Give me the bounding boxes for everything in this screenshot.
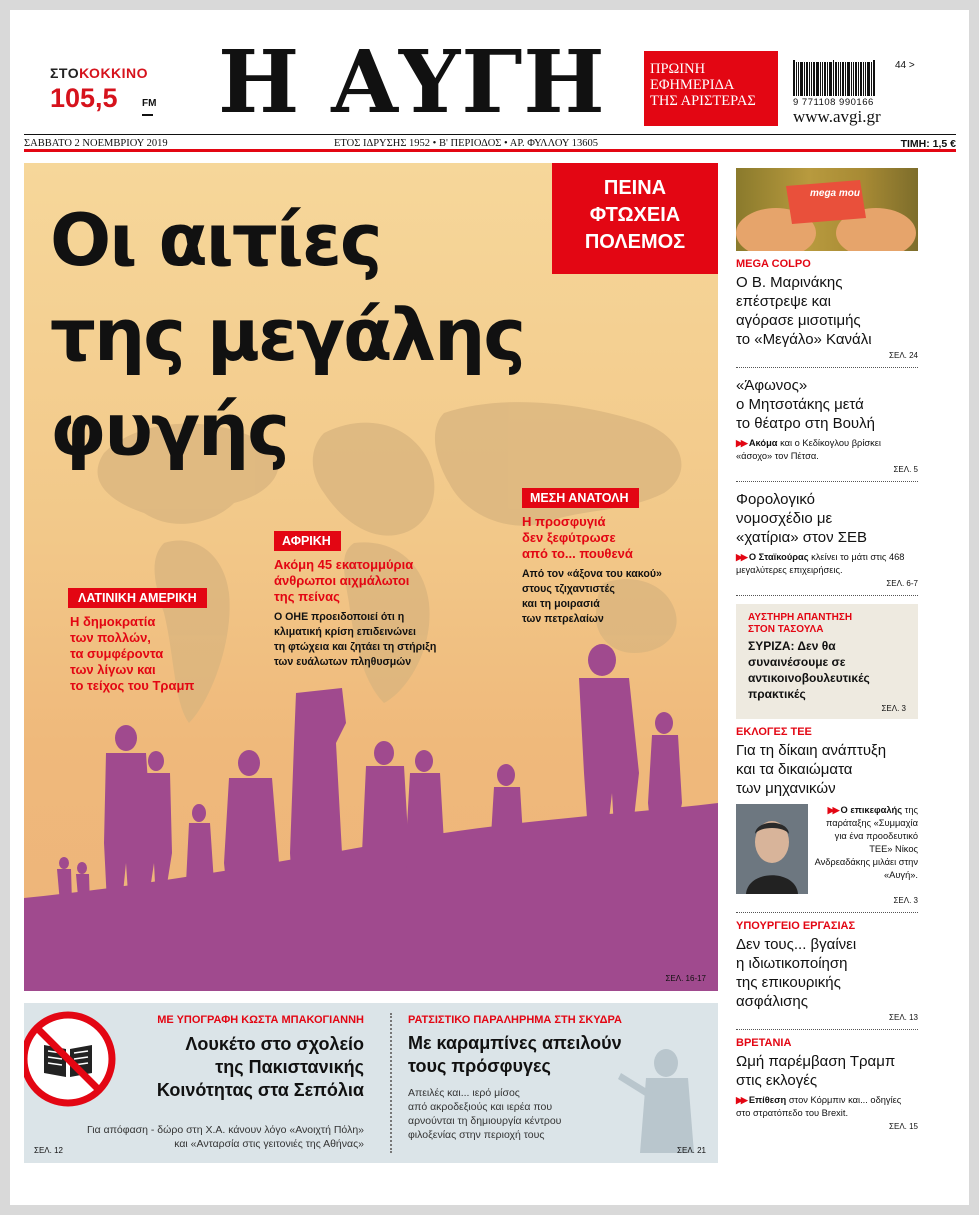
- region-headline: Η προσφυγιά δεν ξεφύτρωσε από το... πουθενά: [522, 514, 633, 561]
- barcode-bar: [863, 62, 864, 96]
- radio-ad[interactable]: [50, 65, 160, 114]
- sidebar-story-marinakis[interactable]: [736, 251, 918, 368]
- photo-card-text: mega mou: [810, 188, 861, 199]
- barcode-bar: [845, 62, 846, 96]
- barcode-bar: [865, 62, 866, 96]
- story-kicker: ΒΡΕΤΑΝΙΑ: [736, 1037, 792, 1049]
- sidebar-story-mitsotakis[interactable]: [736, 368, 918, 482]
- region-latin-america[interactable]: [68, 588, 207, 694]
- double-arrow-icon: ▶▶: [736, 552, 746, 562]
- page-reference: ΣΕΛ. 21: [677, 1146, 706, 1155]
- story-title: Δεν τους... βγαίνει η ιδιωτικοποίηση της επικουρικής ασφάλισης: [736, 936, 857, 1010]
- story-body: [736, 804, 918, 894]
- region-tag: ΑΦΡΙΚΗ: [274, 531, 341, 551]
- person-portrait-icon: [736, 804, 808, 894]
- story-text: Για απόφαση - δώρο στη Χ.Α. κάνουν λόγο «Ανοιχτή Πόλη» και «Ανταρσία στις γειτονιές της Αθήνας»: [86, 1124, 364, 1150]
- story-kicker: ΑΥΣΤΗΡΗ ΑΠΑΝΤΗΣΗ ΣΤΟΝ ΤΑΣΟΥΛΑ: [748, 612, 853, 635]
- region-text: Από τον «άξονα του κακού» στους τζιχαντιστές και τη μοιρασιά των πετρελαίων: [522, 568, 662, 625]
- column-divider: [390, 1013, 392, 1153]
- radio-frequency: 105,5: [50, 83, 118, 113]
- page-reference: ΣΕΛ. 6-7: [886, 579, 918, 588]
- barcode-bar: [827, 62, 828, 96]
- barcode-bar: [860, 62, 862, 96]
- barcode-bar: [835, 62, 837, 96]
- story-kicker: ΕΚΛΟΓΕΣ ΤΕΕ: [736, 726, 812, 738]
- barcode-bar: [867, 62, 870, 96]
- main-feature[interactable]: [24, 163, 718, 991]
- page-reference: ΣΕΛ. 12: [34, 1146, 63, 1155]
- region-headline: Η δημοκρατία των πολλών, τα συμφέροντα των λίγων και το τείχος του Τραμπ: [70, 614, 195, 693]
- story-kicker: ΜΕ ΥΠΟΓΡΑΦΗ ΚΩΣΤΑ ΜΠΑΚΟΓΙΑΝΝΗ: [157, 1014, 364, 1026]
- page-reference: ΣΕΛ. 13: [889, 1013, 918, 1022]
- barcode-bar: [853, 62, 854, 96]
- story-title: Φορολογικό νομοσχέδιο με «χατίρια» στον ΣΕΒ: [736, 491, 868, 546]
- feature-kicker: ΠΕΙΝΑ ΦΤΩΧΕΙΑ ΠΟΛΕΜΟΣ: [552, 163, 718, 274]
- story-title: Για τη δίκαιη ανάπτυξη και τα δικαιώματα των μηχανικών: [736, 742, 887, 797]
- story-kicker: ΡΑΤΣΙΣΤΙΚΟ ΠΑΡΑΛΗΡΗΜΑ ΣΤΗ ΣΚΥΔΡΑ: [408, 1014, 623, 1026]
- barcode-bars-icon: [793, 60, 903, 96]
- barcode-bar: [798, 62, 799, 96]
- double-arrow-icon: ▶▶: [827, 805, 838, 815]
- newspaper-tagline: ΠΡΩΙΝΗ ΕΦΗΜΕΡΙΔΑ ΤΗΣ ΑΡΙΣΤΕΡΑΣ: [644, 51, 778, 126]
- main-headline[interactable]: Οι αιτίες της μεγάλης φυγής: [50, 198, 525, 472]
- sidebar-story-labour[interactable]: [736, 913, 918, 1030]
- barcode-bar: [813, 62, 815, 96]
- barcode-bar: [800, 62, 803, 96]
- story-title: ΣΥΡΙΖΑ: Δεν θα συναινέσουμε σε αντικοινοβουλευτικές πρακτικές: [748, 639, 870, 701]
- issue-date: ΣΑΒΒΑΤΟ 2 ΝΟΕΜΒΡΙΟΥ 2019: [24, 138, 168, 149]
- page-reference: ΣΕΛ. 5: [893, 465, 918, 474]
- barcode-bar: [793, 60, 795, 96]
- barcode-bar: [873, 60, 875, 96]
- bottom-stories: [24, 1003, 718, 1163]
- barcode-bar: [840, 62, 841, 96]
- mega-channel-photo: [736, 168, 918, 251]
- story-title: Ωμή παρέμβαση Τραμπ στις εκλογές: [736, 1053, 896, 1089]
- radio-dash: [142, 114, 153, 116]
- barcode-bar: [842, 62, 844, 96]
- region-tag: ΛΑΤΙΝΙΚΗ ΑΜΕΡΙΚΗ: [68, 588, 207, 608]
- story-text: ▶▶ Ο επικεφαλής της παράταξης «Συμμαχία για ένα προοδευτικό ΤΕΕ» Νίκος Ανδρεαδάκης μιλάει στην «Αυγή».: [814, 805, 918, 880]
- barcode-bar: [809, 62, 810, 96]
- sidebar: [736, 168, 948, 1138]
- region-text: Ο ΟΗΕ προειδοποιεί ότι η κλιματική κρίση επιδεινώνει τη φτώχεια και ζητάει τη στήριξη των ευάλωτων πληθυσμών: [274, 611, 437, 668]
- story-skydra[interactable]: [408, 1011, 708, 1157]
- website-link[interactable]: www.avgi.gr: [793, 107, 881, 126]
- barcode-bar: [851, 62, 852, 96]
- story-title: Λουκέτο στο σχολείο της Πακιστανικής Κοινότητας στα Σεπόλια: [156, 1034, 364, 1100]
- barcode-bar: [858, 62, 859, 96]
- barcode-bar: [816, 62, 819, 96]
- story-kicker: MEGA COLPO: [736, 258, 811, 270]
- region-tag: ΜΕΣΗ ΑΝΑΤΟΛΗ: [522, 488, 639, 508]
- barcode-bar: [811, 62, 812, 96]
- dateline: [24, 134, 956, 152]
- page-reference: ΣΕΛ. 3: [881, 704, 906, 713]
- barcode-bar: [847, 62, 850, 96]
- newspaper-front-page: [10, 10, 969, 1205]
- story-text: ▶▶ Ο Σταϊκούρας κλείνει το μάτι στις 468 μεγαλύτερες επιχειρήσεις.: [736, 552, 905, 575]
- sidebar-story-tax-bill[interactable]: [736, 482, 918, 596]
- barcode-bar: [855, 62, 857, 96]
- sidebar-story-syriza[interactable]: [736, 604, 918, 719]
- story-text: ▶▶ Ακόμα και ο Κεδίκογλου βρίσκει «άσοχο» τον Πέτσα.: [736, 438, 881, 461]
- barcode-bar: [822, 62, 823, 96]
- story-text: ▶▶ Επίθεση στον Κόρμπιν και... οδηγίες στο στρατόπεδο του Brexit.: [736, 1095, 902, 1118]
- region-africa[interactable]: [274, 531, 436, 670]
- issue-mark: 44 >: [895, 60, 915, 71]
- no-book-sign-icon: [24, 1011, 116, 1107]
- edition-info: ΕΤΟΣ ΙΔΡΥΣΗΣ 1952 • Β' ΠΕΡΙΟΔΟΣ • ΑΡ. ΦΥΛΛΟΥ 13605: [334, 138, 598, 149]
- barcode-bar: [806, 62, 808, 96]
- barcode-number: 9 771108 990166: [793, 97, 874, 108]
- newspaper-logo: Η ΑΥΓΗ: [218, 32, 606, 133]
- double-arrow-icon: ▶▶: [736, 1095, 746, 1105]
- page-reference: ΣΕΛ. 24: [889, 351, 918, 360]
- price: ΤΙΜΗ: 1,5 €: [900, 138, 956, 150]
- barcode: [793, 60, 903, 108]
- barcode-bar: [871, 62, 872, 96]
- barcode-bar: [796, 62, 797, 96]
- page-reference: ΣΕΛ. 3: [893, 896, 918, 905]
- barcode-bar: [820, 62, 821, 96]
- barcode-bar: [829, 62, 832, 96]
- region-headline: Ακόμη 45 εκατομμύρια άνθρωποι αιχμάλωτοι της πείνας: [274, 557, 414, 604]
- page-reference: ΣΕΛ. 15: [889, 1122, 918, 1131]
- portrait-photo: [736, 804, 808, 894]
- story-title: «Άφωνος» ο Μητσοτάκης μετά το θέατρο στη Βουλή: [736, 377, 875, 432]
- story-text: Απειλές και... ιερό μίσος από ακροδεξιούς και ιερέα που αρνούνται τη δημιουργία κέντρου φιλοξενίας στην περιοχή τους: [408, 1087, 562, 1141]
- sidebar-story-tee[interactable]: [736, 719, 918, 913]
- region-middle-east[interactable]: [522, 488, 662, 627]
- radio-band: FM: [142, 98, 157, 109]
- barcode-bar: [824, 62, 826, 96]
- hands-holding-card-icon: [736, 168, 918, 251]
- barcode-bar: [804, 62, 805, 96]
- barcode-bar: [833, 60, 834, 96]
- radio-name: ΣΤΟΚΟΚΚΙΝΟ: [50, 65, 149, 81]
- story-title: Ο Β. Μαρινάκης επέστρεψε και αγόρασε μισοτιμής το «Μεγάλο» Κανάλι: [736, 274, 872, 348]
- double-arrow-icon: ▶▶: [736, 438, 746, 448]
- page-reference: ΣΕΛ. 16-17: [665, 974, 706, 983]
- story-title: Με καραμπίνες απειλούν τους πρόσφυγες: [408, 1033, 622, 1076]
- story-kicker: ΥΠΟΥΡΓΕΙΟ ΕΡΓΑΣΙΑΣ: [736, 920, 856, 932]
- sidebar-story-britain[interactable]: [736, 1030, 918, 1138]
- barcode-bar: [838, 62, 839, 96]
